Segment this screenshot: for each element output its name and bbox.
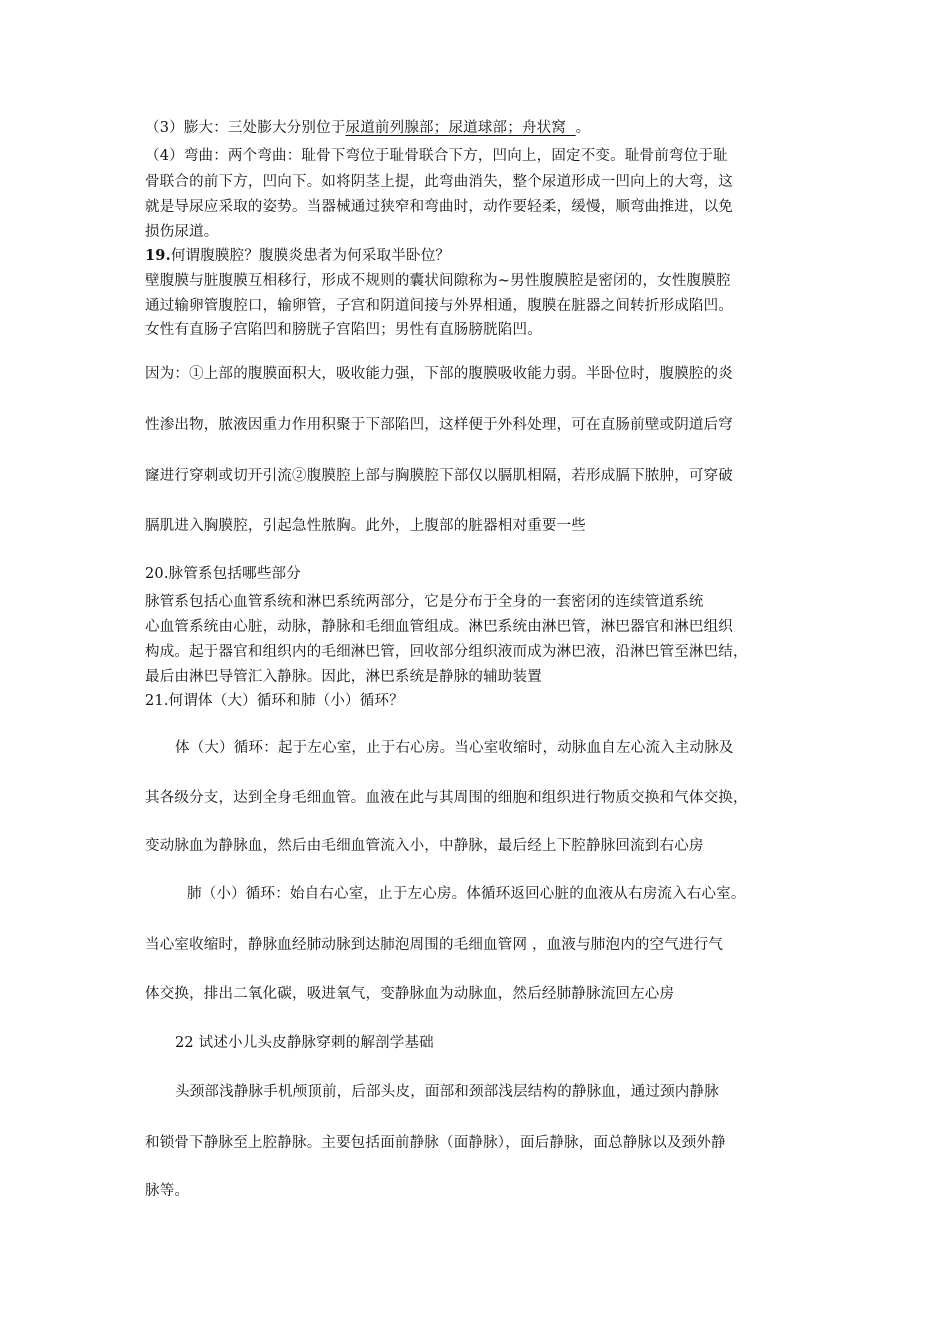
text-line: 心血管系统由心脏，动脉，静脉和毛细血管组成。淋巴系统由淋巴管，淋巴器官和淋巴组织	[145, 619, 733, 635]
text-line: 性渗出物，脓液因重力作用积聚于下部陷凹，这样便于外科处理，可在直肠前壁或阴道后穹	[145, 417, 733, 433]
question-heading	[145, 246, 810, 266]
text-line: 窿进行穿刺或切开引流②腹膜腔上部与胸膜腔下部仅以膈肌相隔，若形成膈下脓肿，可穿破	[145, 468, 733, 484]
text-line: 通过输卵管腹腔口，输卵管，子宫和阴道间接与外界相通，腹膜在脏器之间转折形成陷凹。	[145, 298, 733, 314]
text-line: 构成。起于器官和组织内的毛细淋巴管，回收部分组织液而成为淋巴液，沿淋巴管至淋巴结，	[145, 644, 748, 660]
text-line: 骨联合的前下方，凹向下。如将阴茎上提，此弯曲消失，整个尿道形成一凹向上的大弯，这	[145, 174, 733, 190]
text-line: 脉管系包括心血管系统和淋巴系统两部分，它是分布于全身的一套密闭的连续管道系统	[145, 594, 704, 610]
underlined-separator: ；	[507, 120, 522, 136]
underlined-term: 尿道前列腺部	[345, 120, 434, 136]
underlined-separator: ；	[433, 120, 449, 136]
text-line: 膈肌进入胸膜腔，引起急性脓胸。此外，上腹部的脏器相对重要一些	[145, 518, 586, 534]
text-line: 损伤尿道。	[145, 224, 219, 240]
question-title: 何谓腹膜腔？腹膜炎患者为何采取半卧位？	[170, 248, 451, 264]
text-line: 脉等。	[145, 1183, 190, 1199]
text-line: 因为：①上部的腹膜面积大，吸收能力强，下部的腹膜吸收能力弱。半卧位时，腹膜腔的炎	[145, 366, 733, 382]
text-line	[145, 118, 810, 138]
question-heading: 22 试述小儿头皮静脉穿刺的解剖学基础	[175, 1035, 434, 1051]
underlined-term: 舟状窝	[521, 120, 576, 136]
text-line: 女性有直肠子宫陷凹和膀胱子宫陷凹；男性有直肠膀胱陷凹。	[145, 322, 542, 338]
text-line: 壁腹膜与脏腹膜互相移行，形成不规则的囊状间隙称为~男性腹膜腔是密闭的，女性腹膜腔	[145, 273, 731, 289]
text-span: （3）膨大：三处膨大分别位于	[145, 120, 346, 136]
text-line: 当心室收缩时，静脉血经肺动脉到达肺泡周围的毛细血管网 ，血液与肺泡内的空气进行气	[145, 937, 724, 953]
text-line: （4）弯曲：两个弯曲：耻骨下弯位于耻骨联合下方，凹向上，固定不变。耻骨前弯位于耻	[145, 148, 728, 164]
question-heading: 21.何谓体（大）循环和肺（小）循环？	[145, 693, 404, 709]
text-span: 。	[575, 120, 591, 136]
text-line: 变动脉血为静脉血，然后由毛细血管流入小，中静脉，最后经上下腔静脉回流到右心房	[145, 838, 704, 854]
text-line: 头颈部浅静脉手机颅顶前，后部头皮，面部和颈部浅层结构的静脉血，通过颈内静脉	[175, 1084, 719, 1100]
text-line: 最后由淋巴导管汇入静脉。因此，淋巴系统是静脉的辅助装置	[145, 669, 542, 685]
text-line: 体（大）循环：起于左心室，止于右心房。当心室收缩时，动脉血自左心流入主动脉及	[175, 740, 734, 756]
underlined-term: 尿道球部	[448, 120, 508, 136]
text-line: 其各级分支，达到全身毛细血管。血液在此与其周围的细胞和组织进行物质交换和气体交换，	[145, 790, 748, 806]
text-line: 肺（小）循环：始自右心室，止于左心房。体循环返回心脏的血液从右房流入右心室。	[187, 886, 746, 902]
text-line: 和锁骨下静脉至上腔静脉。主要包括面前静脉（面静脉），面后静脉，面总静脉以及颈外静	[145, 1135, 726, 1151]
question-number: 19.	[145, 247, 171, 264]
question-heading: 20.脉管系包括哪些部分	[145, 566, 301, 582]
text-line: 体交换，排出二氧化碳，吸进氧气，变静脉血为动脉血，然后经肺静脉流回左心房	[145, 986, 675, 1002]
text-line: 就是导尿应采取的姿势。当器械通过狭窄和弯曲时，动作要轻柔，缓慢，顺弯曲推进，以免	[145, 199, 733, 215]
